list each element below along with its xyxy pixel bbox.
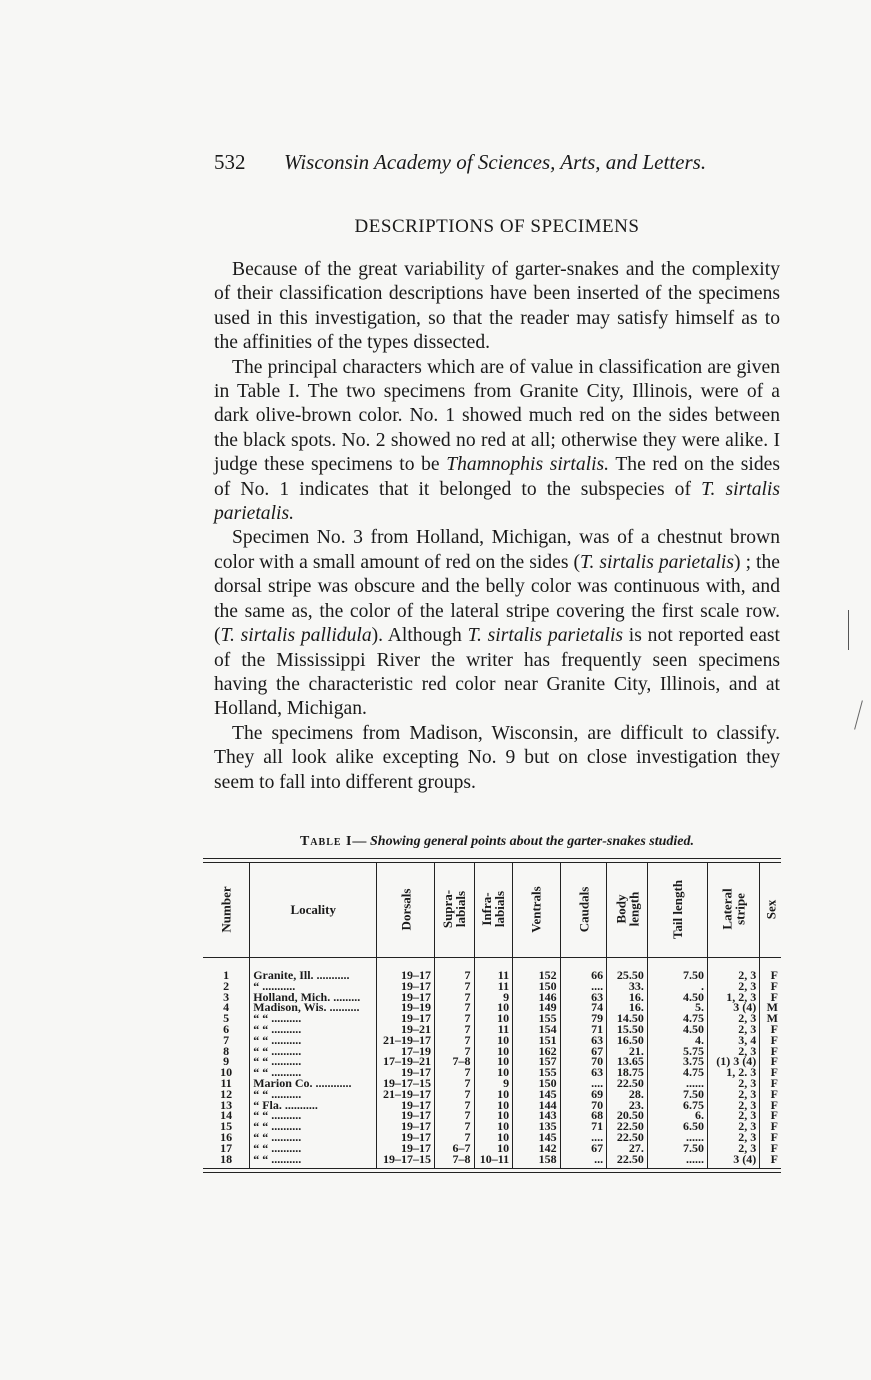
journal-title: Wisconsin Academy of Sciences, Arts, and Letters. (284, 150, 707, 174)
table-cell: 22.50 (607, 1154, 648, 1169)
table-cell: F (760, 1100, 781, 1111)
table-cell: “ “ .......... (250, 1067, 377, 1078)
paragraph (214, 356, 780, 527)
column-header (250, 863, 377, 958)
table-cell: F (760, 1089, 781, 1100)
table-cell: “ Fla. ........... (250, 1100, 377, 1111)
table-cell: 11 (474, 981, 513, 992)
table-cell: 15 (220, 1119, 233, 1134)
table-cell: 7–8 (435, 1056, 475, 1067)
table-cell: 5 (223, 1011, 230, 1026)
italic-text: T. sirtalis parietalis (467, 625, 624, 647)
table-cell: “ “ .......... (250, 1143, 377, 1154)
table-cell: 14 (220, 1108, 233, 1123)
table-cell: 10 (474, 1143, 513, 1154)
table-cell: F (760, 1067, 781, 1078)
table-cell: 157 (513, 1056, 560, 1067)
table-cell: 7 (435, 1100, 475, 1111)
running-header (214, 150, 754, 175)
column-header (513, 863, 560, 958)
table-cell: 10 (474, 1002, 513, 1013)
paragraph (214, 526, 780, 721)
italic-text: Thamnophis sirtalis. (446, 454, 610, 476)
table-cell: 19–17 (377, 1100, 435, 1111)
table-cell: 4.50 (647, 1024, 707, 1035)
table-bottom-rule (203, 1168, 781, 1173)
table-cell: 5.75 (647, 1046, 707, 1057)
table-cell: 9 (474, 1078, 513, 1089)
table-cell: 2, 3 (707, 1046, 759, 1057)
table-cell: 7 (435, 1002, 475, 1013)
table-cell: 19–21 (377, 1024, 435, 1035)
table-cell: 10 (474, 1100, 513, 1111)
column-header (560, 863, 607, 958)
table-cell: 143 (513, 1110, 560, 1121)
text-run: The red on the sides of No. 1 indicates that it belonged to the subspecies of (214, 454, 780, 500)
table-cell: 19–19 (377, 1002, 435, 1013)
table-cell: 155 (513, 1013, 560, 1024)
paragraph (214, 258, 780, 356)
table-cell: “ “ .......... (250, 1056, 377, 1067)
table-cell: 10 (474, 1132, 513, 1143)
table-cell: F (760, 1110, 781, 1121)
table-cell: “ “ .......... (250, 1046, 377, 1057)
table-cell: 13.65 (607, 1056, 648, 1067)
table-cell: 2, 3 (707, 1024, 759, 1035)
table-cell: 9 (223, 1054, 230, 1069)
table-cell: 1 (223, 968, 230, 982)
table-cell: 7.50 (647, 1143, 707, 1154)
table-cell: F (760, 1035, 781, 1046)
table-row (203, 1154, 781, 1169)
table-cell: “ “ .......... (250, 1121, 377, 1132)
column-header (647, 863, 707, 958)
table-cell: 70 (560, 1056, 607, 1067)
table-cell: 19–17 (377, 1013, 435, 1024)
table-cell: F (760, 1154, 781, 1169)
table-cell: 7–8 (435, 1154, 475, 1169)
table-cell: 2, 3 (707, 1013, 759, 1024)
table-cell: “ “ .......... (250, 1110, 377, 1121)
table-cell: 6.75 (647, 1100, 707, 1111)
table-cell: 7 (435, 1089, 475, 1100)
table-cell: 3 (4) (707, 1154, 759, 1169)
table-cell: 4.75 (647, 1067, 707, 1078)
column-header-label: Tail length (669, 879, 685, 940)
table-cell: 14.50 (607, 1013, 648, 1024)
table-cell: 11 (474, 1024, 513, 1035)
table-header-row (203, 863, 781, 958)
column-header-label: Sex (763, 899, 779, 920)
text-run: The specimens from Madison, Wisconsin, are difficult to classify. They all look alike excepting No. 9 but on close investigation they seem to fall into different groups. (214, 722, 780, 793)
table-cell: 7 (435, 1035, 475, 1046)
table-cell: Granite, Ill. ........... (250, 958, 377, 981)
table-cell: 9 (474, 992, 513, 1003)
table-cell: 2 (223, 978, 230, 993)
page-number: 532 (214, 150, 246, 174)
table-cell: 21–19–17 (377, 1035, 435, 1046)
table-cell: 13 (220, 1097, 233, 1112)
table-cell: 20.50 (607, 1110, 648, 1121)
column-header (203, 863, 250, 958)
table-cell: “ “ .......... (250, 1089, 377, 1100)
table-cell: 21–19–17 (377, 1089, 435, 1100)
paragraph (214, 722, 780, 795)
table-cell: 1, 2. 3 (707, 1067, 759, 1078)
table-cell: “ “ .......... (250, 1154, 377, 1169)
column-header (435, 863, 475, 958)
column-header-label: Locality (290, 902, 336, 917)
table-cell: “ “ .......... (250, 1013, 377, 1024)
table-cell: “ ........... (250, 981, 377, 992)
table-cell: 66 (560, 958, 607, 981)
body-text (214, 258, 780, 795)
table-cell: .... (560, 1078, 607, 1089)
table-cell: 16.50 (607, 1035, 648, 1046)
table-cell: 144 (513, 1100, 560, 1111)
table-cell: 3 (223, 989, 230, 1004)
column-header (707, 863, 759, 958)
table-cell: F (760, 958, 781, 981)
table-cell: 6.50 (647, 1121, 707, 1132)
table-cell: 10 (474, 1013, 513, 1024)
text-run: is not reported east of the Mississippi River the writer has frequently seen specimens having the characteristic red color near Granite City, Illinois, and at Holland, Michigan. (214, 625, 780, 720)
table-cell: ... (560, 1154, 607, 1169)
table-cell: ...... (647, 1154, 707, 1169)
table-cell: 7 (435, 992, 475, 1003)
table-cell: 8 (223, 1043, 230, 1058)
table-cell: 10 (474, 1056, 513, 1067)
table-cell: 18.75 (607, 1067, 648, 1078)
table-cell: 17 (220, 1140, 233, 1155)
table-cell: 17–19–21 (377, 1056, 435, 1067)
table-cell: 3 (4) (707, 1002, 759, 1013)
table-cell: 158 (513, 1154, 560, 1169)
table-cell: 7 (223, 1032, 230, 1047)
table-cell: “ “ .......... (250, 1132, 377, 1143)
table-cell: Marion Co. ............ (250, 1078, 377, 1089)
table-cell: ...... (647, 1078, 707, 1089)
table-cell: 6–7 (435, 1143, 475, 1154)
table-cell: 7 (435, 1121, 475, 1132)
column-header-label: Dorsals (398, 888, 414, 931)
table-cell: Holland, Mich. ......... (250, 992, 377, 1003)
italic-text: T. sirtalis pallidula (220, 625, 372, 647)
table-cell: 16. (607, 992, 648, 1003)
table-cell: 6. (647, 1110, 707, 1121)
table-cell: ...... (647, 1132, 707, 1143)
table-cell: 149 (513, 1002, 560, 1013)
table-cell: F (760, 1143, 781, 1154)
table-cell: M (760, 1013, 781, 1024)
section-title: DESCRIPTIONS OF SPECIMENS (354, 216, 640, 237)
table-cell: F (760, 1024, 781, 1035)
text-run: The principal characters which are of value in classification are given in Table I. The two specimens from Granite City, Illinois, were of a dark olive-brown color. No. 1 showed much red on the sides between the black spots. No. 2 showed no red at all; otherwise they were alike. I judge these specimens to be (214, 356, 780, 476)
table-cell: . (647, 981, 707, 992)
column-header-label: Body length (612, 891, 641, 927)
table-cell: “ “ .......... (250, 1035, 377, 1046)
table-cell: 146 (513, 992, 560, 1003)
table-cell: F (760, 1078, 781, 1089)
table-cell: 154 (513, 1024, 560, 1035)
table-cell: 162 (513, 1046, 560, 1057)
table-cell: 71 (560, 1024, 607, 1035)
column-header (474, 863, 513, 958)
table-cell: 27. (607, 1143, 648, 1154)
table-cell: F (760, 1132, 781, 1143)
table-cell: Madison, Wis. .......... (250, 1002, 377, 1013)
table-cell: 74 (560, 1002, 607, 1013)
table-body (203, 958, 781, 1169)
table-cell: 7 (435, 1046, 475, 1057)
column-header (760, 863, 781, 958)
table-cell: 7 (435, 1078, 475, 1089)
table-cell: 7 (435, 1110, 475, 1121)
table-cell: 2, 3 (707, 1089, 759, 1100)
table-cell: 10 (474, 1110, 513, 1121)
table-cell: 16. (607, 1002, 648, 1013)
table-cell: 3, 4 (707, 1035, 759, 1046)
column-header-label: Ventrals (528, 886, 544, 933)
table-cell: 21. (607, 1046, 648, 1057)
table-caption-label: Table I (299, 834, 353, 849)
table-cell: 11 (474, 958, 513, 981)
text-run: ) ; the dorsal stripe was obscure and the belly color was continuous with, and the same as, the color of the lateral stripe covering the first scale row. ( (214, 551, 780, 647)
column-header-label: Caudals (575, 886, 591, 933)
table-cell: 145 (513, 1132, 560, 1143)
table-cell: 2, 3 (707, 1143, 759, 1154)
table-cell: 7 (435, 1132, 475, 1143)
table-cell: 6 (223, 1021, 230, 1036)
table-cell: 63 (560, 1035, 607, 1046)
table-cell: 10 (474, 1089, 513, 1100)
table-cell: 2, 3 (707, 1100, 759, 1111)
table-cell: 5. (647, 1002, 707, 1013)
table-cell: 142 (513, 1143, 560, 1154)
table-cell: 2, 3 (707, 1132, 759, 1143)
table-cell: 15.50 (607, 1024, 648, 1035)
table-cell: 10 (474, 1067, 513, 1078)
table-cell: 63 (560, 992, 607, 1003)
table-cell: 151 (513, 1035, 560, 1046)
table-caption (214, 834, 780, 850)
text-run: Specimen No. 3 from Holland, Michigan, was of a chestnut brown color with a small amount of red on the sides ( (214, 527, 780, 573)
table-cell: 2, 3 (707, 1078, 759, 1089)
table-cell: 19–17–15 (377, 1154, 435, 1169)
text-run: Because of the great variability of garter-snakes and the complexity of their classification descriptions have been inserted of the specimens used in this investigation, so that the reader may satisfy himself as to the affinities of the types dissected. (214, 259, 780, 354)
table-row (203, 958, 781, 981)
table-cell: F (760, 1121, 781, 1132)
table-cell: 1, 2, 3 (707, 992, 759, 1003)
table-cell: 18 (220, 1151, 233, 1166)
table-cell: 19–17 (377, 992, 435, 1003)
table-cell: 7.50 (647, 958, 707, 981)
table-cell: (1) 3 (4) (707, 1056, 759, 1067)
table-cell: 69 (560, 1089, 607, 1100)
table-cell: 23. (607, 1100, 648, 1111)
table-cell: 4. (647, 1035, 707, 1046)
table-cell: 7 (435, 981, 475, 992)
table-cell: 68 (560, 1110, 607, 1121)
table-cell: 22.50 (607, 1132, 648, 1143)
table-cell: 70 (560, 1100, 607, 1111)
italic-text: T. sirtalis parietalis (580, 551, 734, 573)
text-run: ). Although (371, 625, 468, 647)
margin-mark (854, 700, 863, 729)
table-cell: 71 (560, 1121, 607, 1132)
table-cell: 33. (607, 981, 648, 992)
table-cell: 11 (220, 1075, 232, 1090)
table-cell: .... (560, 981, 607, 992)
table-cell: 2, 3 (707, 958, 759, 981)
table-cell: 7 (435, 1067, 475, 1078)
table-cell: 3.75 (647, 1056, 707, 1067)
specimen-table (203, 858, 781, 1173)
table-cell: 12 (220, 1086, 233, 1101)
table-cell: 17–19 (377, 1046, 435, 1057)
column-header-label: Supra- labials (440, 889, 469, 929)
table-cell: .... (560, 1132, 607, 1143)
column-header (607, 863, 648, 958)
table-cell: 4.50 (647, 992, 707, 1003)
table-cell: 67 (560, 1143, 607, 1154)
table-cell: 10 (474, 1046, 513, 1057)
table-cell: 19–17 (377, 1132, 435, 1143)
table-cell: 7 (435, 1024, 475, 1035)
table-cell: 28. (607, 1089, 648, 1100)
table-cell: 22.50 (607, 1121, 648, 1132)
table-cell: 4 (223, 1000, 230, 1015)
table-cell: 145 (513, 1089, 560, 1100)
table-cell: 7 (435, 1013, 475, 1024)
table-cell: 16 (220, 1129, 233, 1144)
table-cell: 22.50 (607, 1078, 648, 1089)
table-cell: 63 (560, 1067, 607, 1078)
table-cell: 155 (513, 1067, 560, 1078)
table-cell: 19–17 (377, 958, 435, 981)
table-cell: 19–17 (377, 1143, 435, 1154)
table-cell: 19–17 (377, 1110, 435, 1121)
table-cell: F (760, 1056, 781, 1067)
italic-text: T. sirtalis parietalis. (214, 478, 780, 525)
table-cell: 25.50 (607, 958, 648, 981)
table-cell: 7 (435, 958, 475, 981)
table-caption-text: — Showing general points about the garter-snakes studied. (352, 834, 695, 849)
table-cell: 135 (513, 1121, 560, 1132)
column-header-label: Lateral stripe (719, 888, 748, 930)
table-cell: 7.50 (647, 1089, 707, 1100)
table-cell: 10–11 (474, 1154, 513, 1169)
table-cell: 152 (513, 958, 560, 981)
table-cell: 10 (474, 1035, 513, 1046)
table-cell: 19–17 (377, 1067, 435, 1078)
column-header (377, 863, 435, 958)
table-cell: 79 (560, 1013, 607, 1024)
table-cell: F (760, 981, 781, 992)
table-cell: F (760, 1046, 781, 1057)
column-header-label: Infra- labials (479, 890, 508, 928)
table-cell: 2, 3 (707, 1110, 759, 1121)
table-cell: 19–17 (377, 981, 435, 992)
table-cell: 19–17–15 (377, 1078, 435, 1089)
table-cell: 10 (474, 1121, 513, 1132)
table-cell: 19–17 (377, 1121, 435, 1132)
table-cell: M (760, 1002, 781, 1013)
table-cell: 2, 3 (707, 981, 759, 992)
table-cell: 4.75 (647, 1013, 707, 1024)
table-cell: 10 (220, 1065, 233, 1080)
table-cell: 67 (560, 1046, 607, 1057)
table-cell: 150 (513, 1078, 560, 1089)
margin-mark (848, 610, 849, 650)
table-cell: F (760, 992, 781, 1003)
column-header-label: Number (218, 886, 234, 933)
table-cell: “ “ .......... (250, 1024, 377, 1035)
table-cell: 150 (513, 981, 560, 992)
table-cell: 2, 3 (707, 1121, 759, 1132)
